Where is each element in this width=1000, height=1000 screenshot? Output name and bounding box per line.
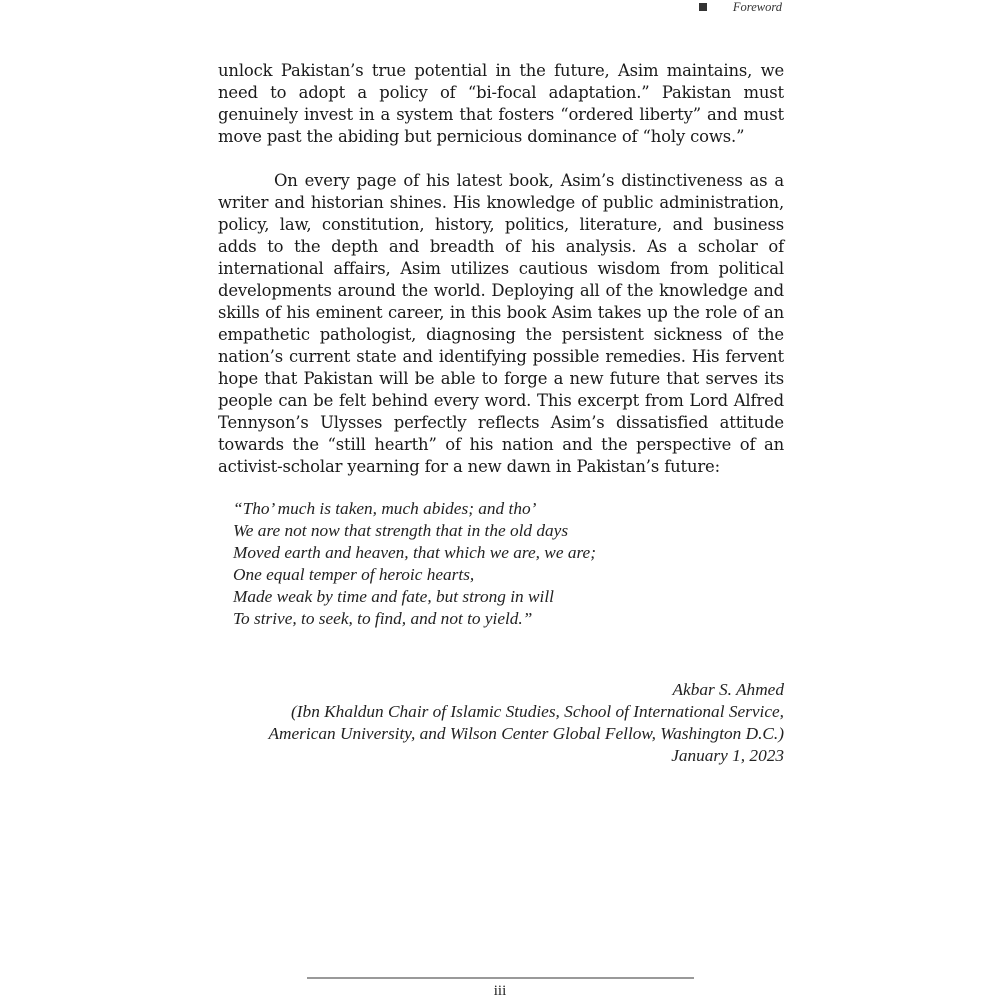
page-number: iii [493, 983, 507, 999]
poem-line: Made weak by time and fate, but strong in will [233, 587, 554, 606]
poem-line: We are not now that strength that in the old days [233, 521, 569, 540]
footer-divider [307, 977, 694, 979]
paragraph-1: unlock Pakistan’s true potential in the future, Asim maintains, we need to adopt a policy of “bi-focal adaptation.” Pakistan must genuinely invest in a system that fosters “ordered liberty” and must move past the abiding but pernicious dominance of “holy cows.” [218, 61, 784, 146]
author-affiliation-line-2: American University, and Wilson Center Global Fellow, Washington D.C.) [268, 724, 784, 743]
body-text [218, 60, 784, 478]
running-header [699, 0, 782, 14]
square-bullet-icon [699, 3, 707, 11]
section-title: Foreword [732, 0, 782, 14]
poem-line: Moved earth and heaven, that which we are, we are; [233, 543, 596, 562]
author-name: Akbar S. Ahmed [672, 680, 784, 699]
paragraph-2: On every page of his latest book, Asim’s distinctiveness as a writer and historian shines. His knowledge of public administration, policy, law, constitution, history, politics, literature, and business adds to the depth and breadth of his analysis. As a scholar of international affairs, Asim utilizes cautious wisdom from political developments around the world. Deploying all of the knowledge and skills of his eminent career, in this book Asim takes up the role of an empathetic pathologist, diagnosing the persistent sickness of the nation’s current state and identifying possible remedies. His fervent hope that Pakistan will be able to forge a new future that serves its people can be felt behind every word. This excerpt from Lord Alfred Tennyson’s Ulysses perfectly reflects Asim’s dissatisfied attitude towards the “still hearth” of his nation and the perspective of an activist-scholar yearning for a new dawn in Pakistan’s future: [218, 171, 784, 476]
signature-date: January 1, 2023 [671, 746, 784, 765]
poem-excerpt [233, 498, 596, 630]
author-affiliation-line-1: (Ibn Khaldun Chair of Islamic Studies, School of International Service, [291, 702, 784, 721]
poem-line: To strive, to seek, to find, and not to yield.” [233, 609, 533, 628]
signature-block [268, 679, 784, 767]
poem-line: One equal temper of heroic hearts, [233, 565, 475, 584]
poem-line: “Tho’ much is taken, much abides; and tho’ [233, 499, 537, 518]
